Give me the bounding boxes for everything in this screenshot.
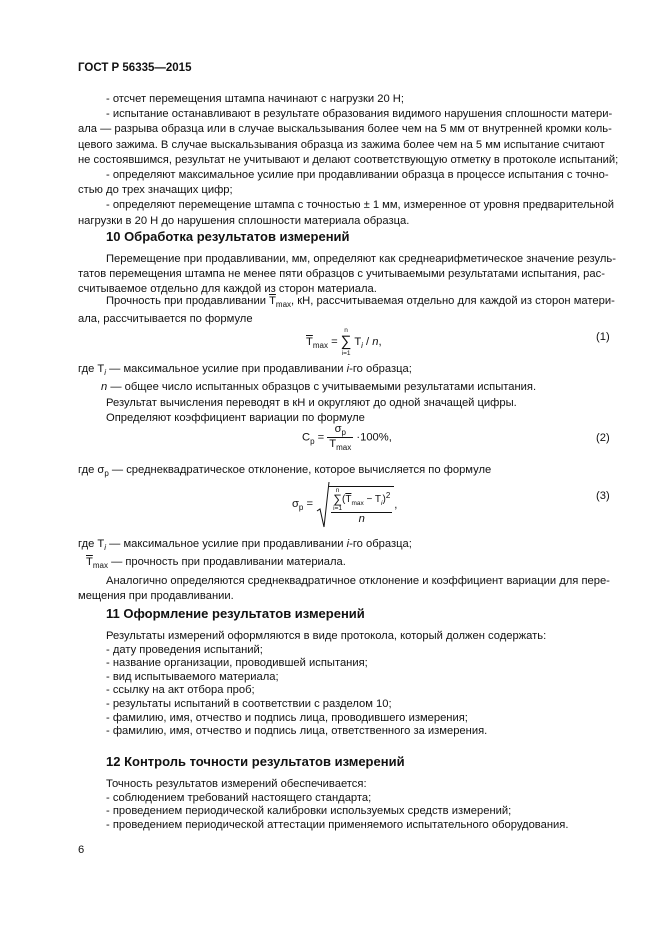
sqrt-icon (316, 481, 330, 529)
list-item: - проведением периодической калибровки используемых средств измерений; (106, 805, 512, 818)
intro-line: стью до трех значащих цифр; (78, 184, 233, 197)
equation-number-2: (2) (596, 432, 610, 444)
where-line: где $T_i$ — максимальное усилие при продавливании i-го образца; (78, 538, 412, 553)
section-10-para1 (78, 252, 616, 298)
list-item: - вид испытываемого материала; (106, 670, 279, 683)
section-10-title: 10 Обработка результатов измерений (106, 229, 350, 244)
intro-line: не состоявшимся, результат не учитывают и делают соответствующую отметку в протоколе испытаний; (78, 153, 619, 166)
list-item: - соблюдением требований настоящего стандарта; (106, 791, 372, 804)
intro-line: - испытание останавливают в результате образования видимого нарушения сплошности матери- (106, 108, 613, 121)
list-item: - фамилию, имя, отчество и подпись лица, ответственного за измерения. (106, 725, 488, 738)
formula-2: $C_p$ = $\frac{\sigma_p}{\overline{T}_{max}}$ ·100%, (302, 423, 392, 453)
intro-line: - определяют перемещение штампа с точностью ± 1 мм, измеренное от уровня предварительной (106, 199, 614, 212)
para-line: Результат вычисления переводят в кН и округляют до одной значащей цифры. (106, 396, 517, 409)
equation-number-1: (1) (596, 331, 610, 343)
formula-1: $\overline{T}_{max}$ = n ∑ i=1 $T_i$ / n, (306, 327, 382, 357)
para-line: Определяют коэффициент вариации по формуле (106, 411, 365, 424)
para-line: ала, рассчитывается по формуле (78, 313, 253, 326)
where-line: где $T_i$ — максимальное усилие при продавливании i-го образца; (78, 363, 412, 378)
list-item: - название организации, проводившей испытания; (106, 657, 368, 670)
where-line: $\overline{T}_{max}$ — прочность при продавливании материала. (86, 556, 346, 571)
intro-line: цевого зажима. В случае выскальзывания образца из зажима более чем на 5 мм испытание считают (78, 138, 605, 151)
page-number: 6 (78, 844, 85, 856)
doc-header: ГОСТ Р 56335—2015 (78, 62, 192, 74)
list-item: - ссылку на акт отбора проб; (106, 684, 255, 697)
where-line: где $\sigma_p$ — среднеквадратическое отклонение, которое вычисляется по формуле (78, 464, 492, 479)
list-item: - проведением периодической аттестации применяемого испытательного оборудования. (106, 818, 569, 831)
intro-line: - определяют максимальное усилие при продавливании образца в процессе испытания с точно- (106, 169, 609, 182)
para-line: Аналогично определяются среднеквадратичное отклонение и коэффициент вариации для пере- (106, 574, 610, 587)
intro-line: - отсчет перемещения штампа начинают с нагрузки 20 Н; (106, 93, 404, 105)
list-intro: Результаты измерений оформляются в виде протокола, который должен содержать: (106, 630, 547, 642)
section-11-list (106, 630, 546, 739)
para-line: мещения при продавливании. (78, 590, 234, 603)
list-item: - дату проведения испытаний; (106, 643, 263, 656)
formula-3: $\sigma_p$ = n ∑ i=1 $(\overline{T}_{max} - T_i)^2$ n , (292, 481, 397, 529)
list-intro: Точность результатов измерений обеспечивается: (106, 778, 367, 790)
list-item: - результаты испытаний в соответствии с разделом 10; (106, 697, 392, 710)
para-line: Прочность при продавливании $\overline{T}_{max}$, кН, рассчитываемая отдельно для каждой из сторон матери- (106, 295, 615, 310)
intro-block (78, 92, 619, 229)
list-item: - фамилию, имя, отчество и подпись лица, проводившего измерения; (106, 711, 468, 724)
equation-number-3: (3) (596, 490, 610, 502)
section-12-list (106, 778, 568, 832)
where-block-3 (78, 537, 610, 604)
para-line: татов перемещения штампа не менее пяти образцов с учитываемыми результатами испытания, рас- (78, 268, 605, 281)
para-line: Перемещение при продавливании, мм, определяют как среднеарифметическое значение резуль- (106, 253, 616, 265)
para-line: считываемое отдельно для каждой из сторон материала. (78, 283, 377, 296)
intro-line: нагрузки в 20 Н до нарушения сплошности материала образца. (78, 214, 410, 227)
where-line: n — общее число испытанных образцов с учитываемыми результатами испытания. (101, 381, 537, 394)
section-10-para2 (78, 294, 615, 328)
section-11-title: 11 Оформление результатов измерений (106, 606, 365, 621)
where-block-1 (78, 362, 603, 426)
where-block-2 (78, 463, 603, 481)
intro-line: ала — разрыва образца или в случае выскальзывания более чем на 5 мм от внутренней кромки коль- (78, 123, 612, 136)
section-12-title: 12 Контроль точности результатов измерений (106, 754, 405, 769)
